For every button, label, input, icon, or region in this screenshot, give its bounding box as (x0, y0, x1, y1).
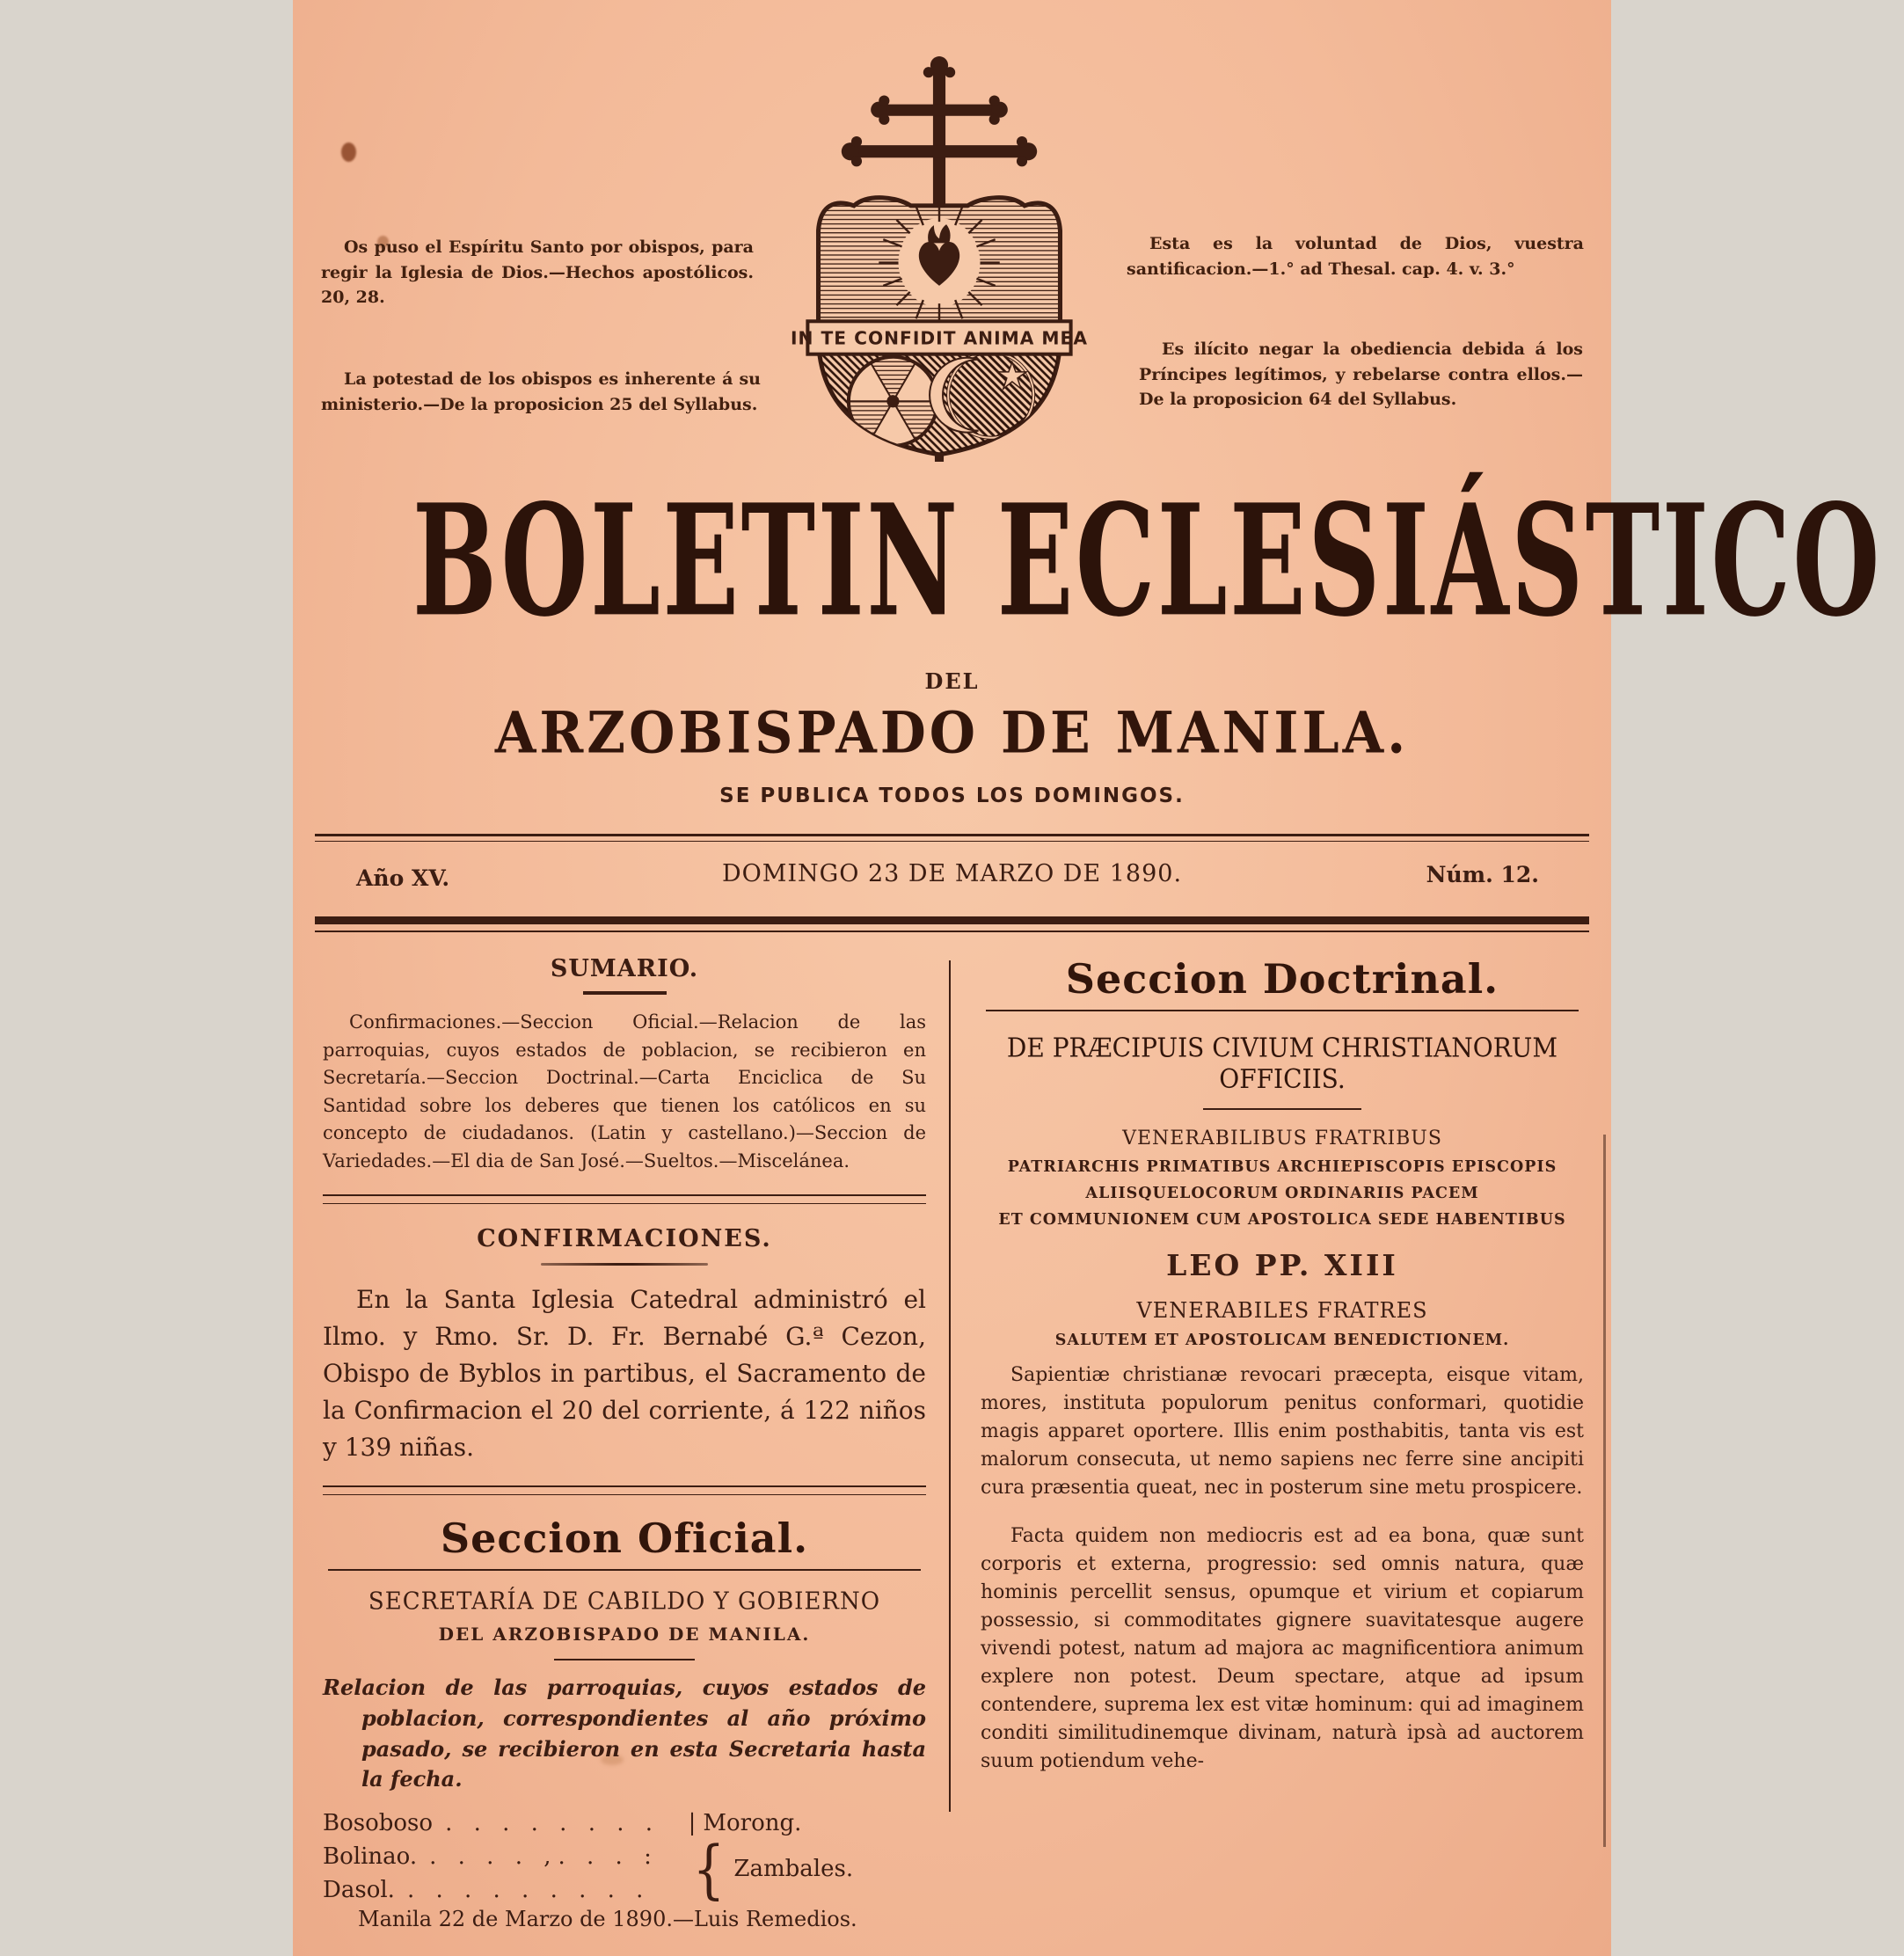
heading-rule (986, 1010, 1579, 1011)
ink-spot (341, 142, 356, 162)
seccion-doctrinal-heading: Seccion Doctrinal. (1065, 955, 1499, 1003)
sacred-heart-glory (879, 202, 999, 323)
sumario-body: Confirmaciones.—Seccion Oficial.—Relacion de las parroquias, cuyos estados de poblacion, se recibieron en Secretaría.—Seccion Doctrinal.—Carta Enciclica de Su Santidad sobre los deberes que tienen los católicos en su concepto de ciudadanos. (Latin y castellano.)—Seccion de Variedades.—El dia de San José.—Sueltos.—Miscelánea. (323, 1011, 926, 1171)
grouping-bar: | (688, 1810, 697, 1837)
column-divider (949, 960, 951, 1812)
province-label: Zambales. (733, 1856, 854, 1883)
address-line: VENERABILIBUS FRATRIBUS (1122, 1128, 1442, 1150)
salutation-line: SALUTEM ET APOSTOLICAM BENEDICTIONEM. (1054, 1332, 1510, 1349)
grouping-brace-icon: { (692, 1831, 725, 1906)
dot-leader: . . . . ,. . . : (429, 1843, 659, 1870)
left-column (323, 955, 926, 1931)
page-edge-shadow (1603, 1135, 1606, 1847)
encyclical-title: DE PRÆCIPUIS CIVIUM CHRISTIANORUM OFFICIIS. (1006, 1032, 1558, 1095)
heading-rule (541, 1263, 708, 1266)
relacion-intro: Relacion de las parroquias, cuyos estados de poblacion, correspondientes al año próximo pasado, se recibieron en esta Secretaria hasta la fecha. (323, 1675, 926, 1792)
rule-top-thin (315, 841, 1589, 842)
parish-row (323, 1874, 685, 1908)
province-labels (685, 1807, 926, 1907)
motto-text: IN TE CONFIDIT ANIMA MEA (790, 327, 1089, 349)
heading-rule (583, 991, 667, 995)
dot-leader: . . . . . . . . (445, 1810, 660, 1837)
province-label: Morong. (703, 1810, 802, 1837)
masthead-tagline: SE PUBLICA TODOS LOS DOMINGOS. (719, 785, 1185, 807)
dot-leader: . . . . . . . . . (406, 1876, 651, 1903)
dateline-year: Año XV. (356, 865, 450, 891)
rule-bottom-thin (315, 931, 1589, 932)
encyclical-paragraph: Facta quidem non mediocris est ad ea bona, quæ sunt corporis et externa, progressio: sed omnis natura, quæ hominis percellit sensus, opumque et virium et copiarum possessio, si commoditates gignere suavitatesque augere vivendi potest, natum ad majora ac magnificentiora animum explere non potest. Deum spectare, atque ad ipsum contendere, suprema lex est vitæ hominum: qui ad imaginem conditi similitudinemque divinam, naturà ipsà ad auctorem suum potiendum vehe- (981, 1524, 1584, 1773)
masthead-quote-bottom-left: La potestad de los obispos es inherente á su ministerio.—De la proposicion 25 del Syllabus. (321, 369, 761, 414)
dateline-issue-number: Núm. 12. (1426, 862, 1539, 887)
parish-list (323, 1807, 926, 1907)
section-separator (323, 1485, 926, 1495)
signature-line: Manila 22 de Marzo de 1890.—Luis Remedios. (358, 1907, 857, 1932)
address-line: ET COMMUNIONEM CUM APOSTOLICA SEDE HABENTIBUS (998, 1211, 1566, 1229)
masthead-quote-top-left: Os puso el Espíritu Santo por obispos, para regir la Iglesia de Dios.—Hechos apostólicos. 20, 28. (321, 237, 754, 307)
address-line: ALIISQUELOCORUM ORDINARIIS PACEM (1085, 1185, 1479, 1202)
right-column (981, 955, 1584, 1796)
parish-name: Bolinao. (323, 1843, 418, 1870)
confirmaciones-body: En la Santa Iglesia Catedral administró el Ilmo. y Rmo. Sr. D. Fr. Bernabé G.ª Cezon, Obispo de Byblos in partibus, el Sacramento de la Confirmacion el 20 del corriente, á 122 niños y 139 niñas. (323, 1285, 926, 1462)
rule-bottom-thick (315, 916, 1589, 924)
pope-name: LEO PP. XIII (1166, 1248, 1398, 1282)
pinwheel-roundel (849, 357, 937, 446)
parish-name: Bosoboso (323, 1810, 434, 1837)
parish-names (323, 1807, 685, 1907)
heading-rule (328, 1569, 921, 1571)
rule-top-thick (315, 834, 1589, 836)
heading-rule (554, 1659, 695, 1660)
parish-name: Dasol. (323, 1876, 395, 1903)
newspaper-page (293, 0, 1882, 1956)
heading-rule (1203, 1108, 1361, 1110)
patriarchal-cross-icon (842, 56, 1037, 206)
arzobispado-subheading: DEL ARZOBISPADO DE MANILA. (438, 1624, 811, 1645)
section-separator (323, 1194, 926, 1204)
seccion-oficial-heading: Seccion Oficial. (440, 1514, 809, 1562)
salutation-line: VENERABILES FRATRES (1136, 1298, 1428, 1323)
masthead-quote-top-right: Esta es la voluntad de Dios, vuestra santificacion.—1.° ad Thesal. cap. 4. v. 3.° (1127, 234, 1584, 279)
parish-row (323, 1807, 685, 1841)
masthead-quote-bottom-right: Es ilícito negar la obediencia debida á los Príncipes legítimos, y rebelarse contra ellos.—De la proposicion 64 del Syllabus. (1139, 339, 1583, 409)
masthead-del: DEL (924, 668, 980, 694)
secretaria-subheading: SECRETARÍA DE CABILDO Y GOBIERNO (368, 1587, 881, 1616)
masthead-title-text: BOLETIN ECLESIÁSTICO (412, 471, 1882, 652)
encyclical-paragraph: Sapientiæ christianæ revocari præcepta, eisque vitam, mores, instituta populorum penitus conformari, quotidie magis apparet oportere. Illis enim posthabitis, tanta vis est malorum consecuta, ut nemo sapiens nec ferre sine ancipiti cura præsentia queat, nec in posterum sine metu prospicere. (981, 1364, 1584, 1500)
masthead-subtitle: ARZOBISPADO DE MANILA. (494, 700, 1410, 767)
shield (791, 195, 1088, 467)
archbishopric-coat-of-arms (785, 53, 1093, 462)
address-line: PATRIARCHIS PRIMATIBUS ARCHIEPISCOPIS EPISCOPIS (1007, 1158, 1557, 1176)
parish-row (323, 1841, 685, 1874)
masthead-title (293, 471, 1882, 665)
province-zambales (689, 1831, 926, 1906)
dateline-date: DOMINGO 23 DE MARZO DE 1890. (721, 860, 1183, 887)
sumario-heading: SUMARIO. (550, 955, 699, 982)
confirmaciones-heading: CONFIRMACIONES. (477, 1225, 772, 1252)
motto-banner (791, 321, 1088, 354)
